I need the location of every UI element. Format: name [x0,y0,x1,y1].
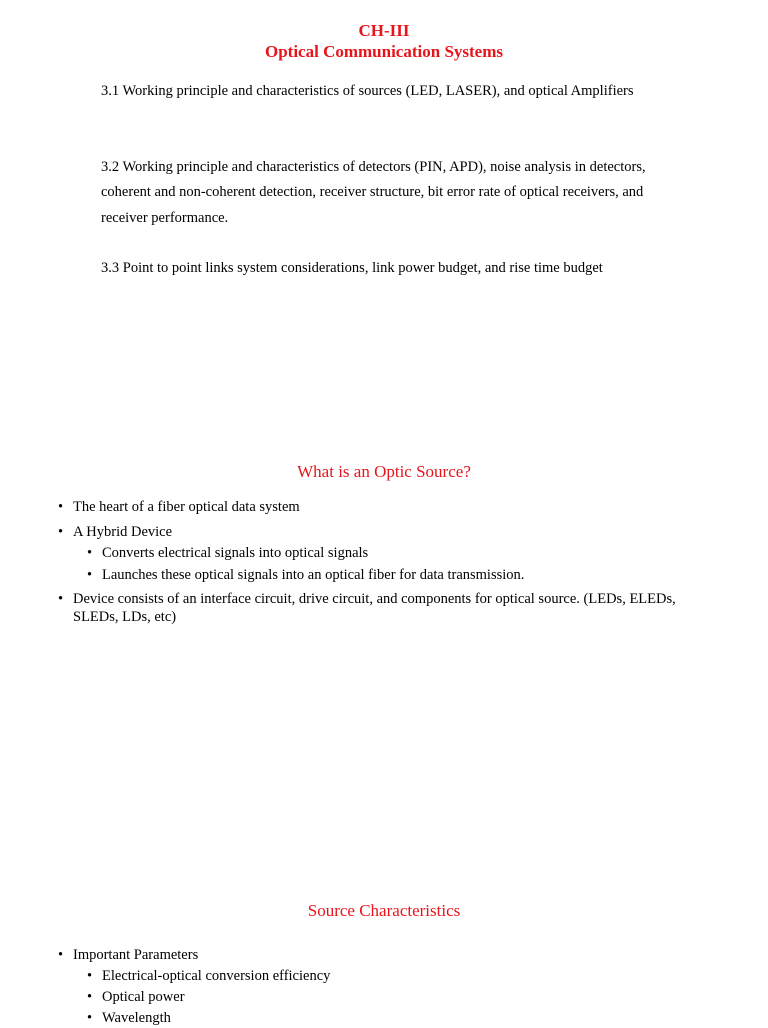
list-item-text: Wavelength [102,1010,171,1026]
list-item [87,989,698,1007]
list-item [87,1010,698,1028]
topic-3-2: 3.2 Working principle and characteristics of detectors (PIN, APD), noise analysis in detectors, coherent and non-coherent detection, receiver structure, bit error rate of optical receivers, and receiver performance. [101,159,646,226]
list-item [58,499,698,517]
list-item-text: The heart of a fiber optical data system [73,499,300,515]
chapter-title: Optical Communication Systems [265,42,503,61]
list-item-text: Converts electrical signals into optical signals [102,545,369,561]
chapter-number: CH-III [358,21,410,40]
topic-3-1: 3.1 Working principle and characteristics of sources (LED, LASER), and optical Amplifiers [101,83,634,99]
list-item [58,591,698,626]
list-item-text: Electrical-optical conversion efficiency [102,968,331,984]
source-characteristics-heading: Source Characteristics [307,901,461,920]
list-item-text: Device consists of an interface circuit, drive circuit, and components for optical source. (LEDs, ELEDs, SLEDs, LDs, etc) [73,591,676,625]
optic-source-heading: What is an Optic Source? [297,462,471,481]
list-item-text: A Hybrid Device [73,523,173,540]
list-item [87,968,698,986]
list-item [58,524,698,542]
topic-3-3: 3.3 Point to point links system considerations, link power budget, and rise time budget [101,260,603,276]
optic-source-list [58,499,698,626]
list-item-text: Launches these optical signals into an optical fiber for data transmission. [102,566,525,583]
source-characteristics-list [58,947,698,1028]
list-item [87,545,698,563]
list-item [58,947,698,965]
list-item-text: Optical power [102,989,185,1005]
list-item [87,567,698,585]
list-item-text: Important Parameters [73,947,199,963]
